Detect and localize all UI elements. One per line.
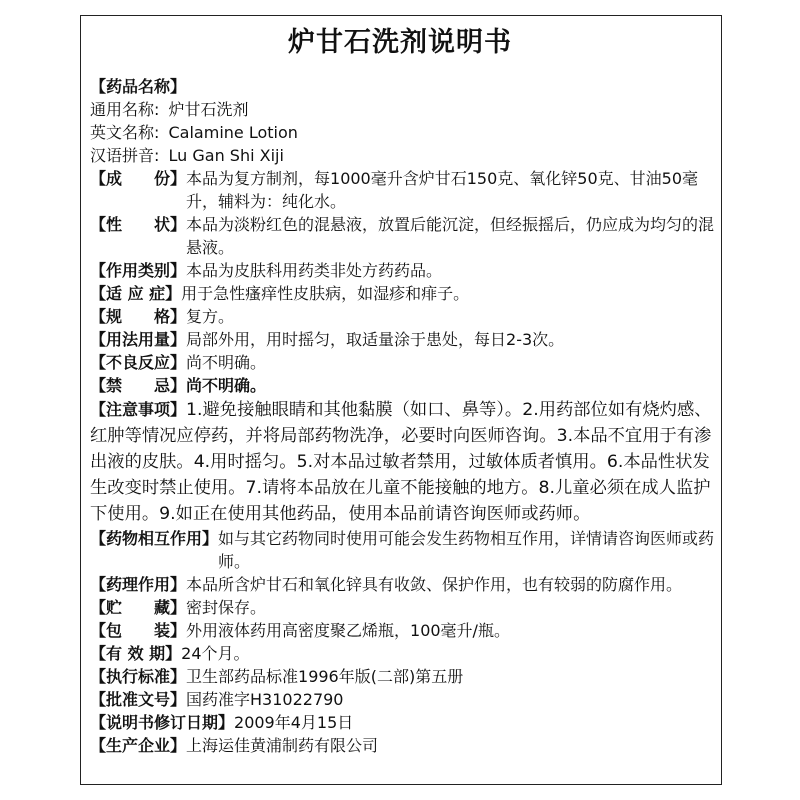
dosage-row (90, 328, 715, 351)
pharmacology-row (90, 573, 715, 596)
adverse-row (90, 351, 715, 374)
precautions-block (90, 397, 715, 527)
specification-row (90, 305, 715, 328)
interactions-label: 【药物相互作用】 (90, 529, 219, 548)
adverse-label: 【不良反应】 (90, 353, 187, 372)
contraindications-row (90, 374, 715, 397)
section-label: 【药品名称】 (90, 77, 187, 96)
pharmacology-label: 【药理作用】 (90, 575, 187, 594)
dosage-label: 【用法用量】 (90, 330, 187, 349)
description-row (90, 213, 715, 259)
precautions-text: 1.避免接触眼睛和其他黏膜（如口、鼻等）。2.用药部位如有烧灼感、红肿等情况应停药，并将局部药物洗净，必要时向医师咨询。3.本品不宜用于有渗出液的皮肤。4.用时摇匀。5.对本品过敏者禁用，过敏体质者慎用。6.本品性状发生改变时禁止使用。7.请将本品放在儿童不能接触的地方。8.儿童必须在成人监护下使用。9.如正在使用其他药品，使用本品前请咨询医师或药师。 (90, 400, 712, 524)
specification-text: 复方。 (186, 307, 235, 326)
generic-name-value: 炉甘石洗剂 (168, 100, 249, 119)
composition-text: 本品为复方制剂，每1000毫升含炉甘石150克、氧化锌50克、甘油50毫升，辅料为：纯化水。 (186, 169, 698, 211)
revision-row (90, 711, 715, 734)
package-text: 外用液体药用高密度聚乙烯瓶，100毫升/瓶。 (186, 621, 510, 640)
standard-row (90, 665, 715, 688)
storage-text: 密封保存。 (186, 598, 267, 617)
pinyin-value: Lu Gan Shi Xiji (168, 146, 284, 165)
description-label: 【性 状】 (90, 215, 187, 234)
validity-text: 24个月。 (181, 644, 250, 663)
description-text: 本品为淡粉红色的混悬液，放置后能沉淀，但经振摇后，仍应成为均匀的混悬液。 (186, 215, 715, 257)
approval-row (90, 688, 715, 711)
revision-label: 【说明书修订日期】 (90, 713, 235, 732)
composition-row (90, 167, 715, 213)
interactions-row (90, 527, 715, 573)
storage-label: 【贮 藏】 (90, 598, 187, 617)
validity-label: 【有 效 期】 (90, 644, 182, 663)
contraindications-text: 尚不明确。 (186, 376, 267, 395)
storage-row (90, 596, 715, 619)
contraindications-label: 【禁 忌】 (90, 376, 187, 395)
interactions-text: 如与其它药物同时使用可能会发生药物相互作用，详情请咨询医师或药师。 (218, 529, 715, 571)
indications-label: 【适 应 症】 (90, 284, 182, 303)
category-text: 本品为皮肤科用药类非处方药药品。 (186, 261, 443, 280)
package-label: 【包 装】 (90, 621, 187, 640)
manufacturer-label: 【生产企业】 (90, 736, 187, 755)
approval-label: 【批准文号】 (90, 690, 187, 709)
standard-text: 卫生部药品标准1996年版(二部)第五册 (186, 667, 464, 686)
revision-text: 2009年4月15日 (234, 713, 354, 732)
pinyin-label: 汉语拼音: (90, 146, 160, 165)
generic-name-label: 通用名称: (90, 100, 160, 119)
precautions-label: 【注意事项】 (90, 400, 187, 419)
pinyin-row (90, 144, 715, 167)
package-row (90, 619, 715, 642)
category-label: 【作用类别】 (90, 261, 187, 280)
approval-text: 国药准字H31022790 (186, 690, 344, 709)
dosage-text: 局部外用，用时摇匀，取适量涂于患处，每日2-3次。 (186, 330, 565, 349)
standard-label: 【执行标准】 (90, 667, 187, 686)
category-row (90, 259, 715, 282)
composition-label: 【成 份】 (90, 169, 187, 188)
pharmacology-text: 本品所含炉甘石和氧化锌具有收敛、保护作用，也有较弱的防腐作用。 (186, 575, 683, 594)
indications-row (90, 282, 715, 305)
adverse-text: 尚不明确。 (186, 353, 267, 372)
validity-row (90, 642, 715, 665)
generic-name-row (90, 98, 715, 121)
indications-text: 用于急性瘙痒性皮肤病，如湿疹和痱子。 (181, 284, 470, 303)
leaflet-body (90, 75, 715, 757)
page-title: 炉甘石洗剂说明书 (288, 27, 512, 58)
manufacturer-row (90, 734, 715, 757)
english-name-label: 英文名称: (90, 123, 160, 142)
english-name-value: Calamine Lotion (168, 123, 298, 142)
manufacturer-text: 上海运佳黄浦制药有限公司 (186, 736, 379, 755)
english-name-row (90, 121, 715, 144)
drug-name-heading (90, 75, 715, 98)
specification-label: 【规 格】 (90, 307, 187, 326)
